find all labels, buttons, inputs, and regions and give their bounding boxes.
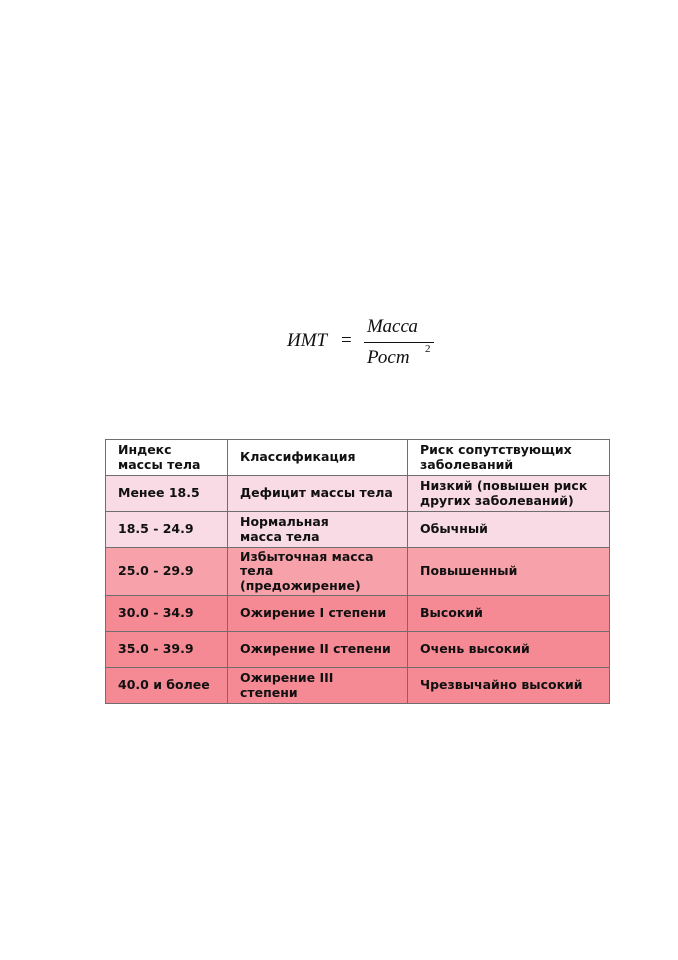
formula-lhs: ИМТ	[287, 330, 328, 351]
table-row	[106, 476, 610, 512]
table-row	[106, 512, 610, 548]
header-risk: Риск сопутствующих заболеваний	[408, 440, 610, 476]
table-row	[106, 668, 610, 704]
risk-cell: Очень высокий	[408, 632, 610, 668]
classification-cell: Дефицит массы тела	[228, 476, 408, 512]
formula-equals: =	[341, 330, 352, 351]
table-row	[106, 548, 610, 596]
table-header-row	[106, 440, 610, 476]
formula-denominator: Рост	[367, 347, 410, 368]
bmi-range-cell: 18.5 - 24.9	[106, 512, 228, 548]
formula-numerator: Масса	[367, 316, 418, 337]
bmi-range-cell: Менее 18.5	[106, 476, 228, 512]
fraction-bar	[364, 342, 434, 343]
classification-cell: Нормальная масса тела	[228, 512, 408, 548]
bmi-formula	[285, 312, 445, 372]
table-row	[106, 632, 610, 668]
risk-cell: Чрезвычайно высокий	[408, 668, 610, 704]
header-classification: Классификация	[228, 440, 408, 476]
bmi-range-cell: 40.0 и более	[106, 668, 228, 704]
bmi-range-cell: 25.0 - 29.9	[106, 548, 228, 596]
risk-cell: Повышенный	[408, 548, 610, 596]
risk-cell: Низкий (повышен риск других заболеваний)	[408, 476, 610, 512]
risk-cell: Обычный	[408, 512, 610, 548]
classification-cell: Ожирение II степени	[228, 632, 408, 668]
classification-cell: Избыточная масса тела (предожирение)	[228, 548, 408, 596]
classification-cell: Ожирение I степени	[228, 596, 408, 632]
bmi-table	[105, 439, 610, 704]
bmi-range-cell: 35.0 - 39.9	[106, 632, 228, 668]
formula-exponent: 2	[425, 343, 431, 355]
header-bmi-index: Индекс массы тела	[106, 440, 228, 476]
bmi-range-cell: 30.0 - 34.9	[106, 596, 228, 632]
risk-cell: Высокий	[408, 596, 610, 632]
classification-cell: Ожирение III степени	[228, 668, 408, 704]
table-row	[106, 596, 610, 632]
